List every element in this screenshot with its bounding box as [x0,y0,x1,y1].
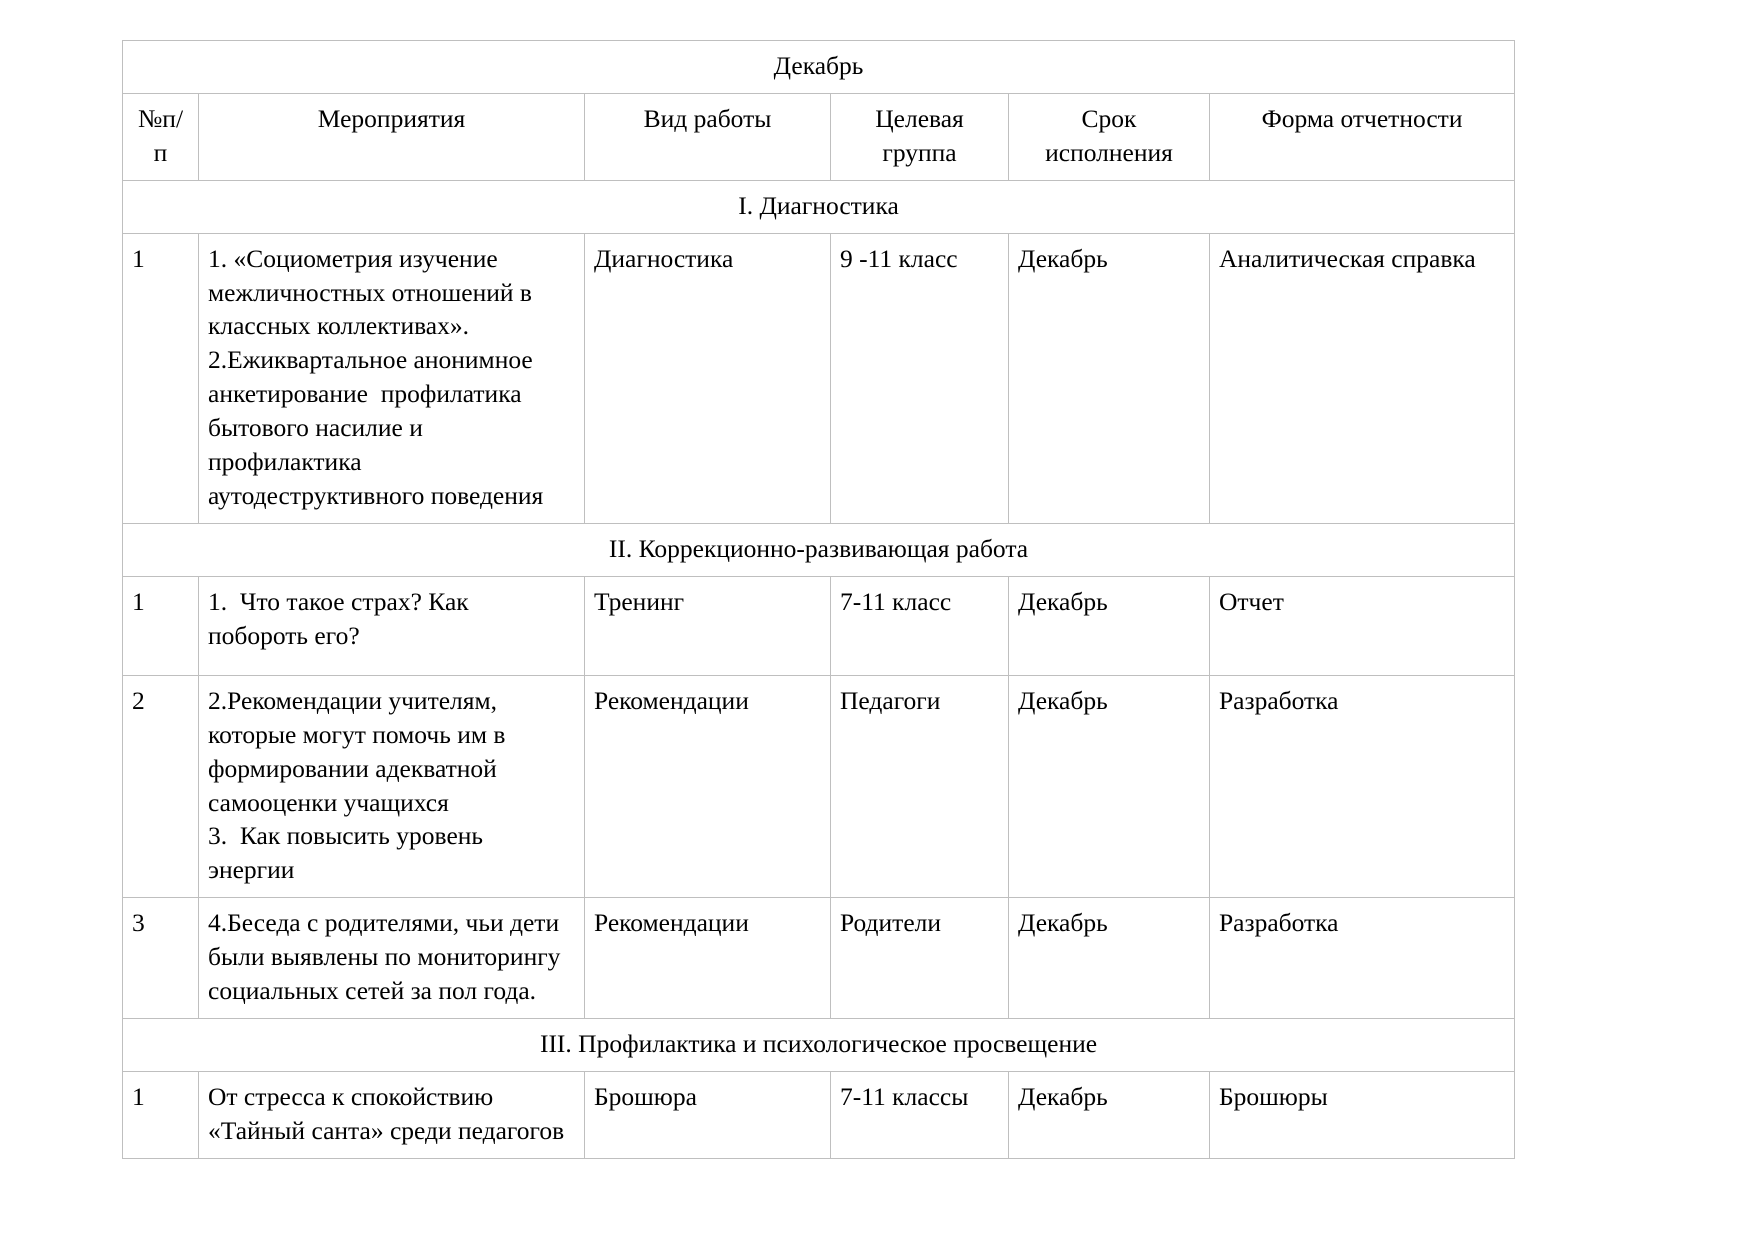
row-event-line-6: энергии [208,855,295,885]
row-report-form: Аналитическая справка [1210,233,1515,523]
row-event [199,576,585,675]
row-kind: Тренинг [585,576,831,675]
column-header-kind-line-1: Вид работы [643,103,772,133]
row-report-form: Разработка [1210,675,1515,897]
row-term: Декабрь [1009,576,1210,675]
page-title: Декабрь [123,41,1515,94]
row-event-line-4: самооценки учащихся [208,787,449,817]
table-body [123,41,1515,1159]
table-row [123,576,1515,675]
column-header-report [1210,93,1515,180]
row-event-line-8: аутодеструктивного поведения [208,480,544,510]
row-event [199,233,585,523]
row-event-line-1: 1. Что такое страх? Как [208,586,469,616]
row-event-line-2: побороть его? [208,620,360,650]
column-header-kind [585,93,831,180]
column-header-num-line-1: №п/п [137,103,184,167]
row-event-line-1: 1. «Социометрия изучение [208,243,498,273]
column-header-target [831,93,1009,180]
section-heading-diagnostics: I. Диагностика [123,180,1515,233]
row-target-group: Педагоги [831,675,1009,897]
column-header-term [1009,93,1210,180]
row-event-line-7: профилактика [208,447,362,477]
column-header-term-line-1: Срок [1081,103,1137,133]
column-header-event-line-1: Мероприятия [317,103,466,133]
section-heading-row-3 [123,1018,1515,1071]
column-header-target-line-2: группа [882,137,957,167]
table-row [123,233,1515,523]
column-header-num [123,93,199,180]
row-event-line-4: 2.Ежиквартальное анонимное [208,345,533,375]
column-header-report-line-1: Форма отчетности [1261,103,1463,133]
row-event-line-2: межличностных отношений в [208,277,532,307]
row-event-line-3: классных коллективах». [208,311,469,341]
row-number: 2 [123,675,199,897]
row-event [199,898,585,1019]
monthly-plan-table [122,40,1515,1159]
row-event-line-2: которые могут помочь им в [208,719,506,749]
row-event-line-2: «Тайный санта» среди педагогов [208,1115,565,1145]
row-kind: Диагностика [585,233,831,523]
table-row [123,675,1515,897]
row-event-line-5: анкетирование профилатика [208,379,522,409]
row-term: Декабрь [1009,233,1210,523]
table-title-row [123,41,1515,94]
row-event-line-1: 2.Рекомендации учителям, [208,685,498,715]
row-number: 3 [123,898,199,1019]
column-header-event [199,93,585,180]
row-number: 1 [123,233,199,523]
row-target-group: 7-11 класс [831,576,1009,675]
section-heading-prevention-education: III. Профилактика и психологическое просвещение [123,1018,1515,1071]
section-heading-row-1 [123,180,1515,233]
table-row [123,898,1515,1019]
row-event [199,1071,585,1158]
row-report-form: Отчет [1210,576,1515,675]
row-report-form: Разработка [1210,898,1515,1019]
row-term: Декабрь [1009,1071,1210,1158]
row-event-line-2: были выявлены по мониторингу [208,942,561,972]
section-heading-row-2 [123,523,1515,576]
column-header-term-line-2: исполнения [1045,137,1173,167]
row-term: Декабрь [1009,898,1210,1019]
table-row [123,1071,1515,1158]
row-number: 1 [123,1071,199,1158]
row-report-form: Брошюры [1210,1071,1515,1158]
row-target-group: 7-11 классы [831,1071,1009,1158]
row-kind: Рекомендации [585,675,831,897]
row-target-group: Родители [831,898,1009,1019]
table-header-row [123,93,1515,180]
row-event-line-5: 3. Как повысить уровень [208,821,484,851]
row-kind: Брошюра [585,1071,831,1158]
row-target-group: 9 -11 класс [831,233,1009,523]
row-kind: Рекомендации [585,898,831,1019]
row-event-line-3: формировании адекватной [208,753,497,783]
row-event-line-1: 4.Беседа с родителями, чьи дети [208,908,560,938]
row-event-line-3: социальных сетей за пол года. [208,976,537,1006]
section-heading-corrective-development: II. Коррекционно-развивающая работа [123,523,1515,576]
row-event-line-6: бытового насилие и [208,413,423,443]
column-header-target-line-1: Целевая [875,103,964,133]
row-term: Декабрь [1009,675,1210,897]
row-event-line-1: От стресса к спокойствию [208,1081,494,1111]
row-event [199,675,585,897]
row-number: 1 [123,576,199,675]
